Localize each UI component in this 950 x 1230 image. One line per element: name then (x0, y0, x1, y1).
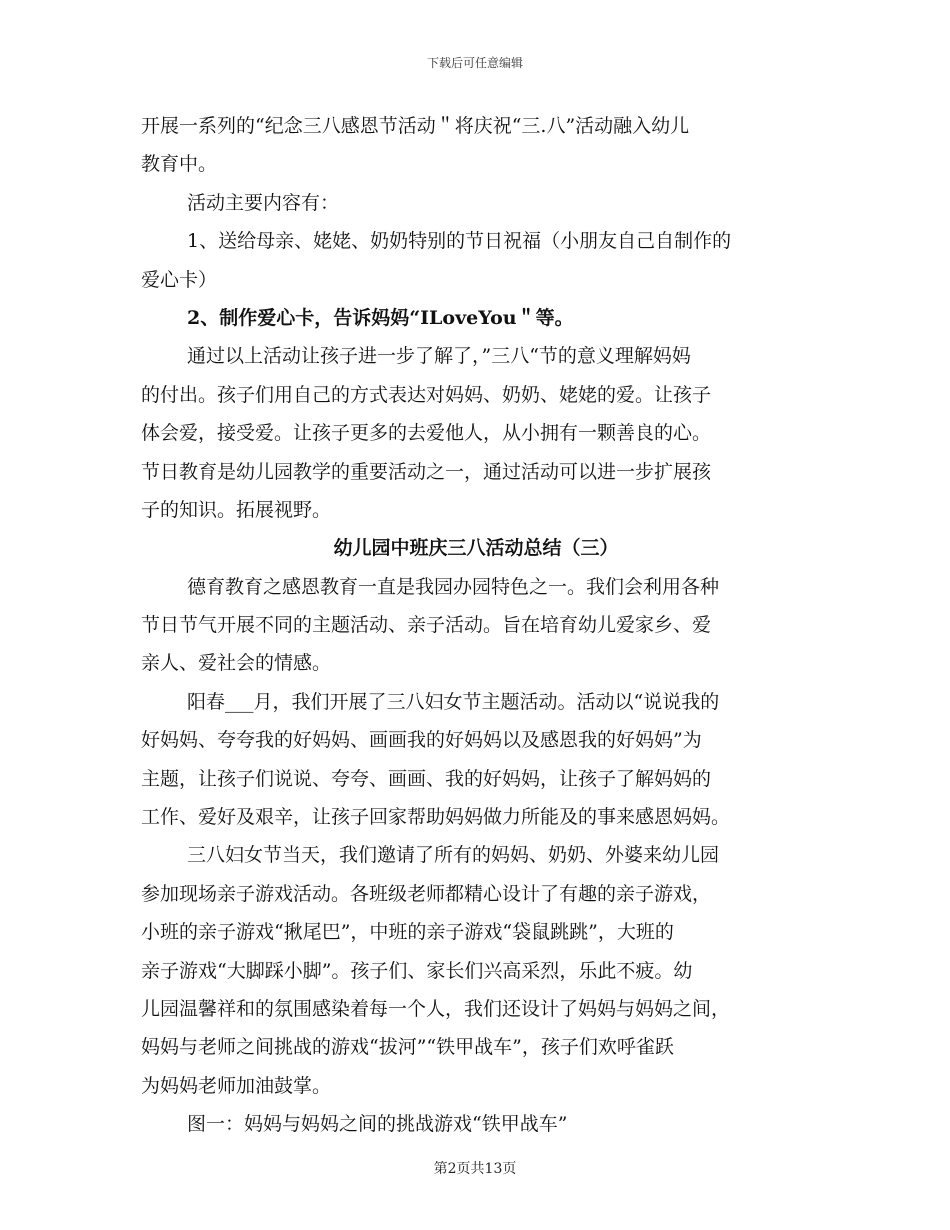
text-line: 妈妈与老师之间挑战的游戏“拔河”“铁甲战车”，孩子们欢呼雀跃 (141, 1036, 674, 1059)
text-line: 好妈妈、夸夸我的好妈妈、画画我的好妈妈以及感恩我的好妈妈”为 (141, 729, 702, 752)
text-line: 亲人、爱社会的情感。 (141, 652, 332, 675)
text-line: 子的知识。拓展视野。 (141, 498, 332, 521)
text-line: 图一：妈妈与妈妈之间的挑战游戏“铁甲战车” (187, 1113, 568, 1136)
text-line: 的付出。孩子们用自己的方式表达对妈妈、奶奶、姥姥的爱。让孩子 (141, 383, 712, 406)
text-line: 活动主要内容有： (187, 191, 340, 214)
text-line: 体会爱，接受爱。让孩子更多的去爱他人，从小拥有一颗善良的心。 (141, 422, 712, 445)
text-line: 小班的亲子游戏“揪尾巴”，中班的亲子游戏“袋鼠跳跳”，大班的 (141, 921, 674, 944)
section-heading: 幼儿园中班庆三八活动总结（三） (333, 537, 619, 560)
text-line: 通过以上活动让孩子进一步了解了，”三八“节的意义理解妈妈 (187, 345, 691, 368)
text-line: 阳春___月，我们开展了三八妇女节主题活动。活动以“说说我的 (187, 690, 720, 713)
text-line: 儿园温馨祥和的氛围感染着每一个人，我们还设计了妈妈与妈妈之间， (141, 997, 731, 1020)
text-line: 工作、爱好及艰辛，让孩子回家帮助妈妈做力所能及的事来感恩妈妈。 (141, 806, 731, 829)
text-line: 1、送给母亲、姥姥、奶奶特别的节日祝福（小朋友自己自制作的 (187, 230, 732, 253)
text-line: 参加现场亲子游戏活动。各班级老师都精心设计了有趣的亲子游戏， (141, 882, 712, 905)
text-line: 主题，让孩子们说说、夸夸、画画、我的好妈妈，让孩子了解妈妈的 (141, 767, 712, 790)
text-line: 亲子游戏“大脚踩小脚”。孩子们、家长们兴高采烈，乐此不疲。幼 (141, 959, 693, 982)
page-header: 下载后可任意编辑 (426, 56, 523, 70)
text-line: 开展一系列的“纪念三八感恩节活动＂将庆祝“三.八”活动融入幼儿 (141, 115, 690, 137)
text-line: 2、制作爱心卡，告诉妈妈“ILoveYou＂等。 (187, 306, 574, 329)
text-line: 节日教育是幼儿园教学的重要活动之一，通过活动可以进一步扩展孩 (141, 460, 712, 483)
page-footer: 第2页共13页 (433, 1161, 517, 1177)
text-line: 教育中。 (141, 153, 218, 176)
text-line: 为妈妈老师加油鼓掌。 (141, 1074, 332, 1097)
text-line: 爱心卡） (141, 268, 218, 291)
text-line: 节日节气开展不同的主题活动、亲子活动。旨在培育幼儿爱家乡、爱 (141, 614, 712, 637)
document-body (141, 107, 811, 1144)
text-line: 三八妇女节当天，我们邀请了所有的妈妈、奶奶、外婆来幼儿园 (187, 844, 720, 867)
text-line: 德育教育之感恩教育一直是我园办园特色之一。我们会利用各种 (187, 575, 720, 598)
